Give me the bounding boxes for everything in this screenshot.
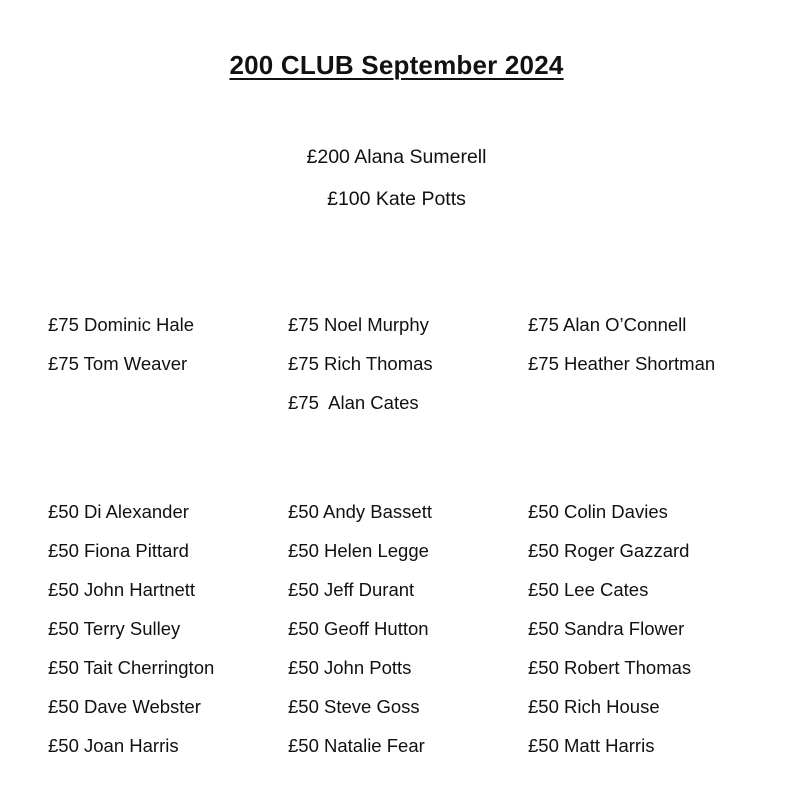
winner-entry: £50 Robert Thomas: [528, 657, 692, 678]
winner-entry: £75 Tom Weaver: [48, 353, 188, 374]
winner-entry: £50 Lee Cates: [528, 579, 649, 600]
winner-entry: £50 Steve Goss: [288, 696, 420, 717]
prizes-75-column-1: [48, 314, 283, 392]
winner-entry: £75 Rich Thomas: [288, 353, 433, 374]
winner-entry: £75 Heather Shortman: [528, 353, 716, 374]
prizes-50-column-3: [528, 501, 763, 774]
winner-entry: £50 Di Alexander: [48, 501, 189, 522]
winner-entry: £50 Matt Harris: [528, 735, 655, 756]
winner-entry: £50 Colin Davies: [528, 501, 668, 522]
winner-entry: £50 Jeff Durant: [288, 579, 415, 600]
prizes-50-column-1: [48, 501, 283, 774]
winner-entry: £50 John Potts: [288, 657, 412, 678]
winner-entry: £50 Dave Webster: [48, 696, 201, 717]
winner-entry: £50 Helen Legge: [288, 540, 429, 561]
winner-entry: £50 Terry Sulley: [48, 618, 181, 639]
top-prize-200: £200 Alana Sumerell: [306, 146, 487, 168]
winner-entry: £75 Alan Cates: [288, 392, 419, 413]
page-title: 200 CLUB September 2024: [229, 50, 564, 80]
winner-entry: £50 Rich House: [528, 696, 660, 717]
winner-entry: £75 Dominic Hale: [48, 314, 195, 335]
prizes-50-column-2: [288, 501, 523, 774]
winner-entry: £50 Sandra Flower: [528, 618, 685, 639]
top-prize-100: £100 Kate Potts: [327, 188, 466, 210]
prizes-75-column-2: [288, 314, 523, 431]
winner-entry: £50 Roger Gazzard: [528, 540, 690, 561]
winner-entry: £75 Noel Murphy: [288, 314, 429, 335]
winner-entry: £50 John Hartnett: [48, 579, 196, 600]
winner-entry: £50 Tait Cherrington: [48, 657, 215, 678]
winner-entry: £50 Andy Bassett: [288, 501, 432, 522]
winner-entry: £50 Fiona Pittard: [48, 540, 189, 561]
winner-entry: £50 Geoff Hutton: [288, 618, 429, 639]
winner-entry: £50 Joan Harris: [48, 735, 179, 756]
winner-entry: £50 Natalie Fear: [288, 735, 425, 756]
prizes-75-column-3: [528, 314, 763, 392]
winner-entry: £75 Alan O’Connell: [528, 314, 687, 335]
